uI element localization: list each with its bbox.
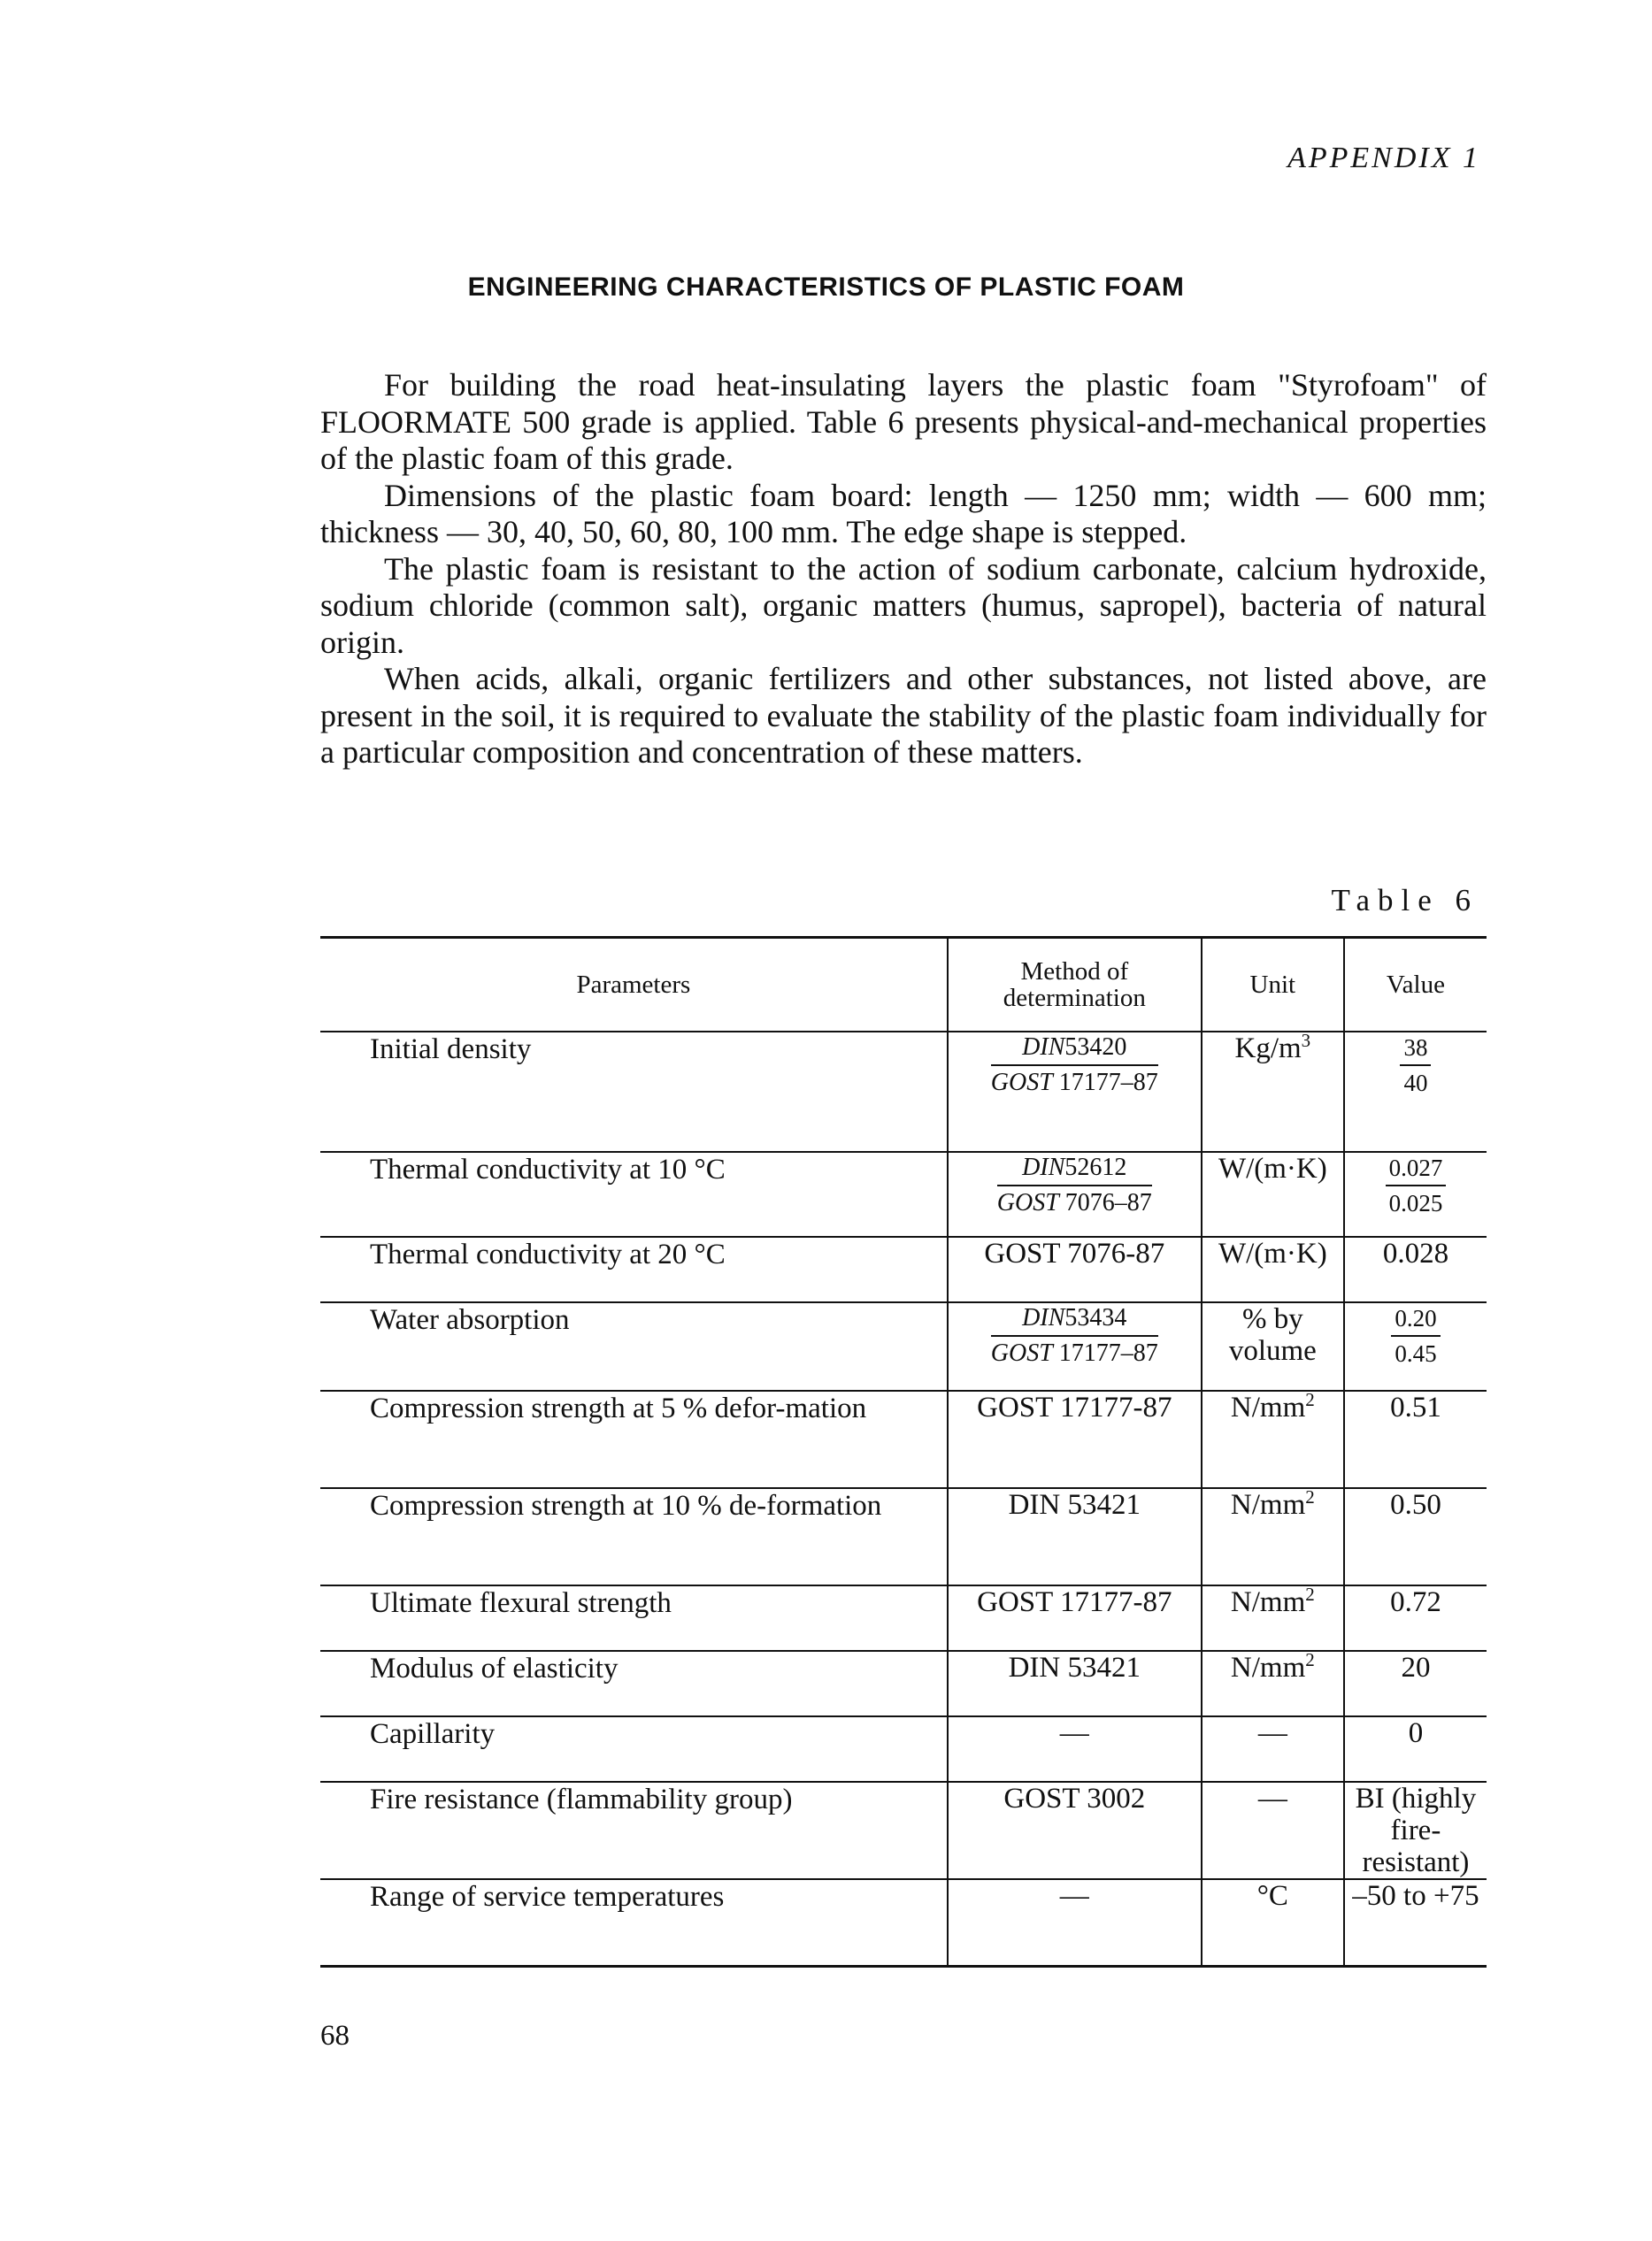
cell-value: 0 (1344, 1716, 1487, 1782)
cell-parameter: Ultimate flexural strength (320, 1585, 948, 1651)
cell-parameter: Range of service temperatures (320, 1879, 948, 1966)
header-method: Method of determination (948, 938, 1202, 1032)
paragraph-1: For building the road heat-insulating layers the plastic foam "Styrofoam" of FLOORMATE 500 grade is applied. Table 6 presents physical-and-mechanical properties of the plastic foam of this grade. (320, 367, 1487, 476)
table-row (320, 1488, 1487, 1585)
table-row (320, 1651, 1487, 1716)
cell-method: GOST 17177-87 (948, 1585, 1202, 1651)
header-unit: Unit (1202, 938, 1344, 1032)
cell-method (948, 1032, 1202, 1152)
cell-unit: °C (1202, 1879, 1344, 1966)
table-row (320, 1152, 1487, 1237)
cell-value: 20 (1344, 1651, 1487, 1716)
cell-value: –50 to +75 (1344, 1879, 1487, 1966)
cell-method: GOST 17177-87 (948, 1391, 1202, 1488)
cell-parameter: Fire resistance (flammability group) (320, 1782, 948, 1879)
cell-unit: % by volume (1202, 1302, 1344, 1391)
method-fraction: $\frac{\text{DIN53434}}{\text{GOST 17177–87}}$ (990, 1304, 1158, 1367)
table-row (320, 1585, 1487, 1651)
cell-unit: W/(m·K) (1202, 1152, 1344, 1237)
value-fraction: $\frac{0.20}{0.45}$ (1391, 1303, 1440, 1369)
cell-unit: — (1202, 1782, 1344, 1879)
value-fraction: $\frac{0.027}{0.025}$ (1386, 1153, 1447, 1218)
page-title: ENGINEERING CHARACTERISTICS OF PLASTIC FOAM (467, 272, 1185, 302)
table-row (320, 1391, 1487, 1488)
cell-method (948, 1302, 1202, 1391)
cell-unit: $N/mm^2$ (1202, 1488, 1344, 1585)
cell-parameter: Compression strength at 10 % de-formation (320, 1488, 948, 1585)
paragraph-3: The plastic foam is resistant to the action of sodium carbonate, calcium hydroxide, sodium chloride (common salt), organic matters (humus, sapropel), bacteria of natural origin. (320, 550, 1487, 660)
cell-parameter: Compression strength at 5 % defor-mation (320, 1391, 948, 1488)
cell-method: — (948, 1879, 1202, 1966)
header-parameters: Parameters (320, 938, 948, 1032)
cell-parameter: Modulus of elasticity (320, 1651, 948, 1716)
cell-parameter: Thermal conductivity at 10 °C (320, 1152, 948, 1237)
cell-value: BI (highly fire-resistant) (1344, 1782, 1487, 1879)
properties-table (320, 936, 1487, 1968)
table-header-row (320, 938, 1487, 1032)
cell-value (1344, 1032, 1487, 1152)
paragraph-4: When acids, alkali, organic fertilizers and other substances, not listed above, are present in the soil, it is required to evaluate the stability of the plastic foam individually for a particular composition and concentration of these matters. (320, 661, 1487, 770)
cell-method: DIN 53421 (948, 1651, 1202, 1716)
cell-method: DIN 53421 (948, 1488, 1202, 1585)
cell-value: 0.50 (1344, 1488, 1487, 1585)
cell-unit: $Kg/m^3$ (1202, 1032, 1344, 1152)
table-row (320, 1302, 1487, 1391)
cell-unit: $N/mm^2$ (1202, 1391, 1344, 1488)
body-text (320, 367, 1487, 771)
cell-value: 0.028 (1344, 1237, 1487, 1302)
table-row (320, 1782, 1487, 1879)
value-fraction: $\frac{38}{40}$ (1400, 1032, 1431, 1098)
page-number: 68 (320, 2020, 350, 2052)
cell-value: 0.51 (1344, 1391, 1487, 1488)
cell-unit: — (1202, 1716, 1344, 1782)
cell-value (1344, 1302, 1487, 1391)
appendix-label: APPENDIX 1 (1287, 142, 1480, 174)
table-row (320, 1716, 1487, 1782)
cell-unit: $N/mm^2$ (1202, 1651, 1344, 1716)
method-fraction: $\frac{\text{DIN52612}}{\text{GOST 7076–87}}$ (996, 1154, 1152, 1216)
paragraph-2: Dimensions of the plastic foam board: length — 1250 mm; width — 600 mm; thickness — 30, 40, 50, 60, 80, 100 mm. The edge shape is stepped. (320, 477, 1487, 549)
table-row (320, 1879, 1487, 1966)
cell-method: GOST 7076-87 (948, 1237, 1202, 1302)
cell-unit: W/(m·K) (1202, 1237, 1344, 1302)
cell-value: 0.72 (1344, 1585, 1487, 1651)
method-fraction: $\frac{\text{DIN53420}}{\text{GOST 17177–87}}$ (990, 1033, 1158, 1096)
cell-parameter: Capillarity (320, 1716, 948, 1782)
cell-method (948, 1152, 1202, 1237)
table-row (320, 1237, 1487, 1302)
header-value: Value (1344, 938, 1487, 1032)
cell-method: GOST 3002 (948, 1782, 1202, 1879)
cell-parameter: Thermal conductivity at 20 °C (320, 1237, 948, 1302)
cell-unit: $N/mm^2$ (1202, 1585, 1344, 1651)
table-row (320, 1032, 1487, 1152)
cell-method: — (948, 1716, 1202, 1782)
table-caption: Table 6 (1331, 883, 1479, 917)
cell-value (1344, 1152, 1487, 1237)
cell-parameter: Water absorption (320, 1302, 948, 1391)
cell-parameter: Initial density (320, 1032, 948, 1152)
